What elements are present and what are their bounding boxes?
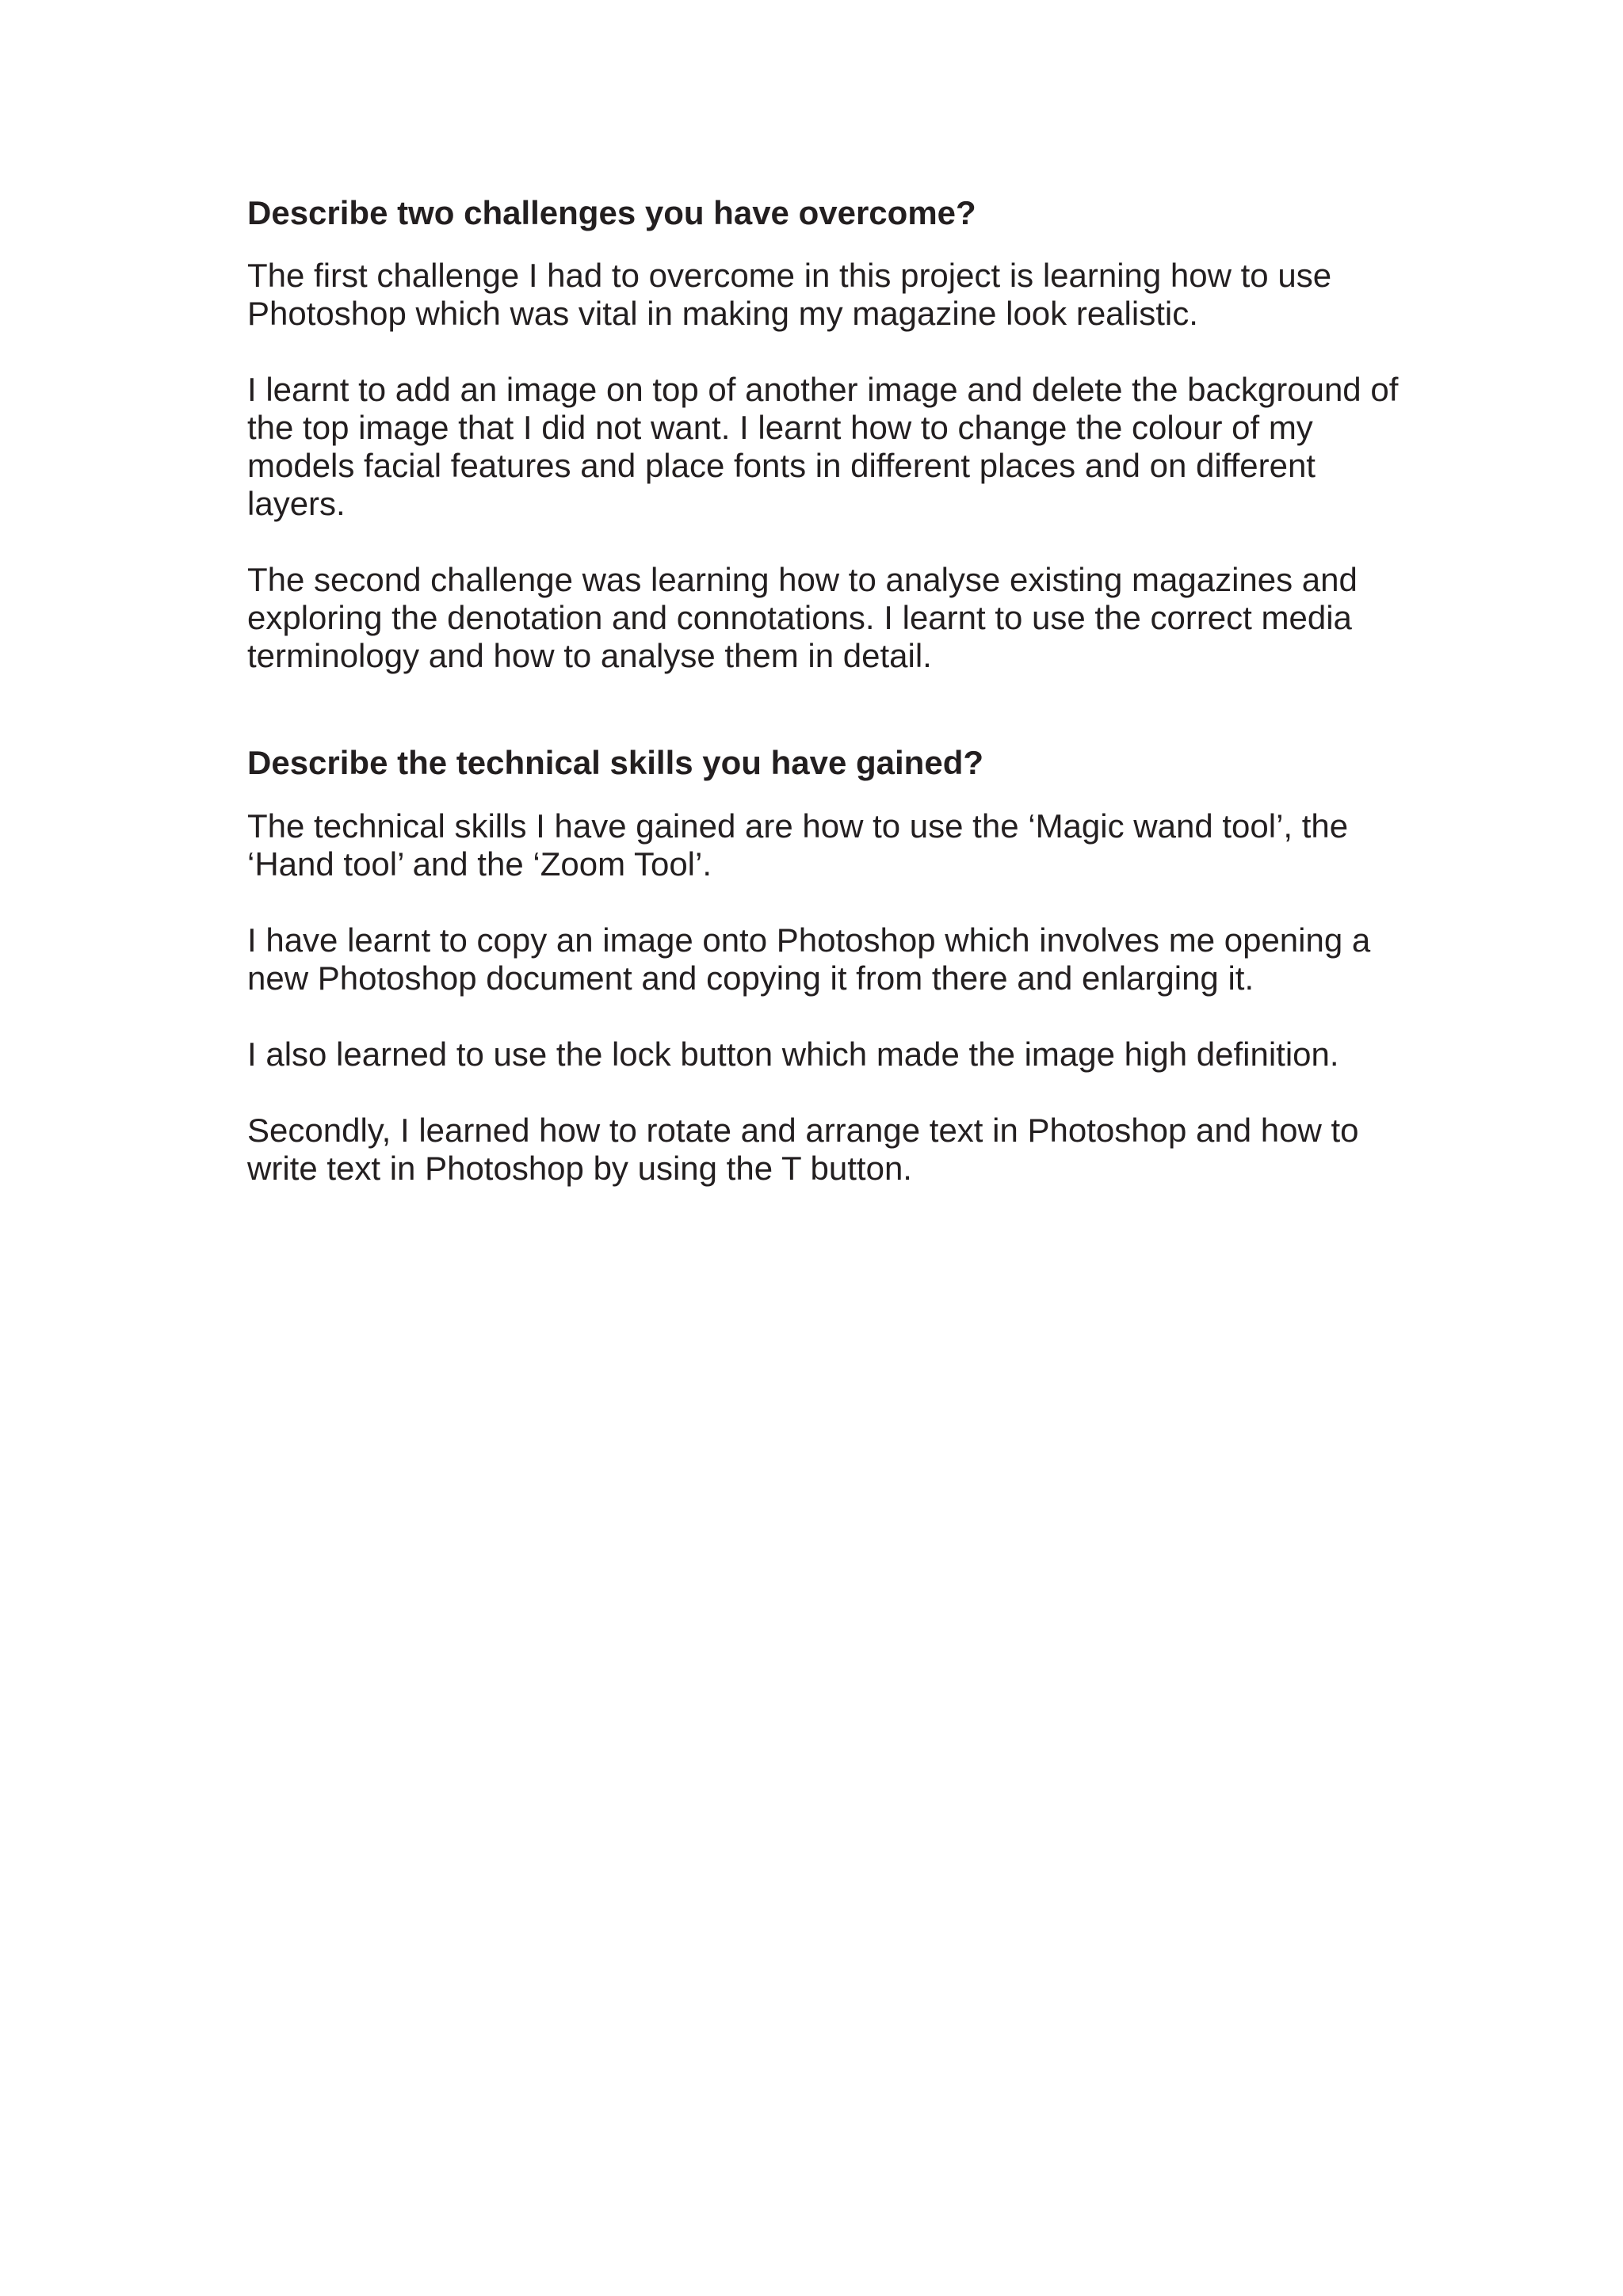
section-heading: Describe two challenges you have overcome? xyxy=(247,194,976,231)
section-challenges xyxy=(247,193,1436,675)
document-body xyxy=(247,193,1436,1188)
paragraph: Secondly, I learned how to rotate and arrange text in Photoshop and how to write text in Photoshop by using the T button. xyxy=(247,1111,1359,1187)
paragraph: I also learned to use the lock button which made the image high definition. xyxy=(247,1035,1339,1073)
paragraph: I have learnt to copy an image onto Photoshop which involves me opening a new Photoshop document and copying it from there and enlarging it. xyxy=(247,921,1371,997)
paragraph: The first challenge I had to overcome in this project is learning how to use Photoshop which was vital in making my magazine look realistic. xyxy=(247,257,1332,333)
paragraph: The technical skills I have gained are how to use the ‘Magic wand tool’, the ‘Hand tool’ and the ‘Zoom Tool’. xyxy=(247,807,1349,883)
section-technical-skills xyxy=(247,743,1436,1187)
section-heading: Describe the technical skills you have gained? xyxy=(247,744,984,782)
paragraph: The second challenge was learning how to analyse existing magazines and exploring the denotation and connotations. I learnt to use the correct media terminology and how to analyse them in detail. xyxy=(247,561,1358,675)
paragraph: I learnt to add an image on top of another image and delete the background of the top image that I did not want. I learnt how to change the colour of my models facial features and place fonts in different places and on different layers. xyxy=(247,371,1399,523)
